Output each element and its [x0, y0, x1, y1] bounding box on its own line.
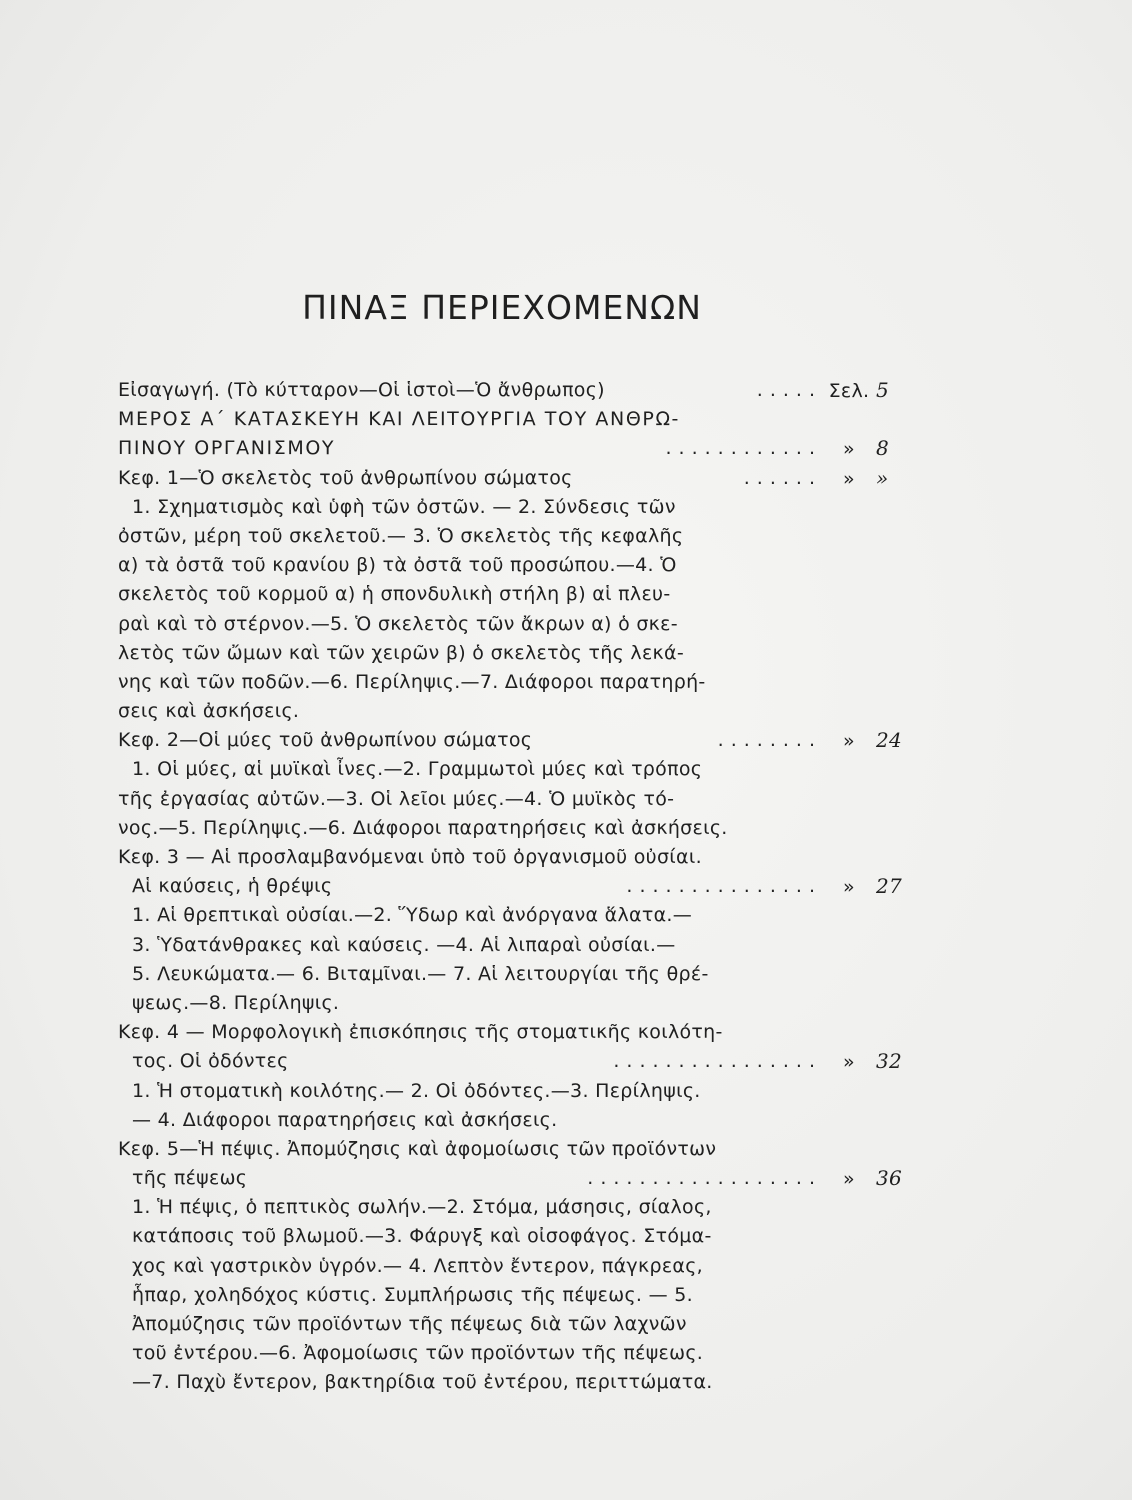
toc-chapter-5-sections: [118, 1193, 908, 1222]
toc-line-text: σεις καὶ ἀσκήσεις.: [118, 700, 300, 723]
toc-chapter-1-sections: [118, 668, 908, 697]
toc-line-text: Αἱ καύσεις, ἡ θρέψις: [132, 875, 333, 898]
toc-chapter-1-sections: [118, 610, 908, 639]
toc-chapter-3: [118, 843, 908, 872]
toc-chapter-1-sections: [118, 522, 908, 551]
dot-leader: ............: [665, 437, 822, 460]
ditto-mark: »: [843, 1168, 855, 1191]
toc-line-text: ὀστῶν, μέρη τοῦ σκελετοῦ.— 3. Ὁ σκελετὸς τῆς κεφαλῆς: [118, 524, 684, 547]
toc-line-text: 1. Ἡ στοματικὴ κοιλότης.— 2. Οἱ ὀδόντες.—3. Περίληψις.: [132, 1079, 701, 1102]
dot-leader: ................: [613, 1050, 822, 1073]
toc-chapter-1-sections: [118, 697, 908, 726]
toc-line-text: τοῦ ἐντέρου.—6. Ἀφομοίωσις τῶν προϊόντων τῆς πέψεως.: [132, 1342, 704, 1365]
toc-chapter-2-sections: [118, 814, 908, 843]
toc-line-text: 1. Ἡ πέψις, ὁ πεπτικὸς σωλήν.—2. Στόμα, μάσησις, σίαλος,: [132, 1196, 712, 1219]
page-ref: [822, 434, 908, 463]
toc-line-text: Κεφ. 4 — Μορφολογικὴ ἐπισκόπησις τῆς στοματικῆς κοιλότη-: [118, 1021, 723, 1044]
dot-leader: ..................: [587, 1167, 822, 1190]
toc-line-text: τῆς ἐργασίας αὐτῶν.—3. Οἱ λεῖοι μύες.—4. Ὁ μυϊκὸς τό-: [118, 787, 675, 810]
ditto-mark: »: [843, 467, 855, 490]
toc-line-text: νος.—5. Περίληψις.—6. Διάφοροι παρατηρήσεις καὶ ἀσκήσεις.: [118, 816, 728, 839]
toc-chapter-3-sections: [118, 931, 908, 960]
toc-line-text: τος. Οἱ ὀδόντες: [132, 1050, 289, 1073]
ditto-mark: »: [843, 876, 855, 899]
toc-line-text: α) τὰ ὀστᾶ τοῦ κρανίου β) τὰ ὀστᾶ τοῦ προσώπου.—4. Ὁ: [118, 554, 677, 577]
dot-leader: ........: [717, 729, 822, 752]
toc-chapter-5-sections: [118, 1368, 908, 1397]
toc-chapter-1: [118, 464, 908, 493]
toc-line-text: 3. Ὑδατάνθρακες καὶ καύσεις. —4. Αἱ λιπαραὶ οὐσίαι.—: [132, 933, 676, 956]
toc-entry-introduction: [118, 376, 908, 405]
toc-chapter-1-sections: [118, 551, 908, 580]
toc-chapter-5-sections: [118, 1310, 908, 1339]
toc-line-text: νης καὶ τῶν ποδῶν.—6. Περίληψις.—7. Διάφοροι παρατηρή-: [118, 670, 706, 693]
page-ref: [822, 1047, 908, 1076]
table-of-contents: [118, 376, 908, 1398]
page-label: Σελ.: [828, 380, 870, 402]
toc-chapter-5: [118, 1135, 908, 1164]
toc-line-text: Εἰσαγωγή. (Τὸ κύτταρον—Οἱ ἱστοὶ—Ὁ ἄνθρωπος): [118, 379, 605, 401]
page-ref: [822, 376, 908, 405]
toc-chapter-2: [118, 726, 908, 755]
page-ref: [822, 464, 908, 493]
toc-chapter-4-cont: [118, 1047, 908, 1076]
toc-line-text: 1. Οἱ μύες, αἱ μυϊκαὶ ἶνες.—2. Γραμμωτοὶ μύες καὶ τρόπος: [132, 758, 703, 781]
toc-part-a-heading-cont: [118, 434, 908, 463]
toc-line-text: Ἀπομύζησις τῶν προϊόντων τῆς πέψεως διὰ τῶν λαχνῶν: [132, 1313, 687, 1335]
dot-leader: ......: [743, 466, 822, 489]
toc-chapter-3-sections: [118, 901, 908, 930]
toc-chapter-5-sections: [118, 1222, 908, 1251]
page-ref: [822, 726, 908, 755]
ditto-mark: »: [843, 730, 855, 753]
toc-line-text: σκελετὸς τοῦ κορμοῦ α) ἡ σπονδυλικὴ στήλη β) αἱ πλευ-: [118, 583, 671, 606]
page-number: 8: [876, 436, 890, 461]
toc-line-text: τῆς πέψεως: [132, 1167, 248, 1190]
page-number: 27: [876, 874, 903, 899]
ditto-mark: »: [843, 1051, 855, 1074]
toc-line-text: λετὸς τῶν ὤμων καὶ τῶν χειρῶν β) ὁ σκελετὸς τῆς λεκά-: [118, 641, 685, 664]
toc-chapter-5-sections: [118, 1339, 908, 1368]
dot-leader: ...............: [626, 875, 822, 898]
toc-line-text: —7. Παχὺ ἔντερον, βακτηρίδια τοῦ ἐντέρου, περιττώματα.: [132, 1371, 713, 1394]
toc-chapter-4-sections: [118, 1077, 908, 1106]
toc-line-text: χος καὶ γαστρικὸν ὑγρόν.— 4. Λεπτὸν ἔντερον, πάγκρεας,: [132, 1254, 704, 1277]
toc-chapter-1-sections: [118, 580, 908, 609]
toc-chapter-4: [118, 1018, 908, 1047]
toc-chapter-5-sections: [118, 1281, 908, 1310]
toc-chapter-5-cont: [118, 1164, 908, 1193]
toc-line-text: ΠΙΝΟΥ ΟΡΓΑΝΙΣΜΟΥ: [118, 437, 336, 460]
toc-chapter-3-cont: [118, 872, 908, 901]
ditto-mark: »: [843, 438, 855, 461]
toc-chapter-4-sections: [118, 1106, 908, 1135]
toc-chapter-1-sections: [118, 639, 908, 668]
page-title: ΠΙΝΑΞ ΠΕΡΙΕΧΟΜΕΝΩΝ: [302, 288, 702, 327]
toc-chapter-3-sections: [118, 989, 908, 1018]
toc-line-text: 5. Λευκώματα.— 6. Βιταμῖναι.— 7. Αἱ λειτουργίαι τῆς θρέ-: [132, 962, 709, 985]
toc-line-text: Κεφ. 5—Ἡ πέψις. Ἀπομύζησις καὶ ἀφομοίωσις τῶν προϊόντων: [118, 1137, 717, 1160]
toc-chapter-3-sections: [118, 960, 908, 989]
toc-line-text: 1. Σχηματισμὸς καὶ ὑφὴ τῶν ὀστῶν. — 2. Σύνδεσις τῶν: [132, 495, 676, 518]
toc-line-text: ΜΕΡΟΣ Α΄ ΚΑΤΑΣΚΕΥΗ ΚΑΙ ΛΕΙΤΟΥΡΓΙΑ ΤΟΥ ΑΝΘΡΩ-: [118, 408, 681, 431]
page-number: 32: [876, 1049, 903, 1074]
toc-chapter-1-sections: [118, 493, 908, 522]
toc-line-text: Κεφ. 2—Οἱ μύες τοῦ ἀνθρωπίνου σώματος: [118, 729, 533, 752]
page-number: 24: [876, 728, 903, 753]
toc-line-text: Κεφ. 1—Ὁ σκελετὸς τοῦ ἀνθρωπίνου σώματος: [118, 466, 573, 489]
toc-line-text: ραὶ καὶ τὸ στέρνον.—5. Ὁ σκελετὸς τῶν ἄκρων α) ὁ σκε-: [118, 612, 678, 635]
toc-chapter-5-sections: [118, 1252, 908, 1281]
toc-part-a-heading: [118, 405, 908, 434]
page-number: 5: [876, 378, 890, 402]
toc-line-text: κατάποσις τοῦ βλωμοῦ.—3. Φάρυγξ καὶ οἰσοφάγος. Στόμα-: [132, 1225, 712, 1248]
dot-leader: .....: [756, 379, 822, 401]
toc-line-text: ψεως.—8. Περίληψις.: [132, 991, 340, 1014]
page-number: »: [876, 465, 889, 490]
toc-line-text: Κεφ. 3 — Αἱ προσλαμβανόμεναι ὑπὸ τοῦ ὀργανισμοῦ οὐσίαι.: [118, 846, 702, 868]
toc-line-text: — 4. Διάφοροι παρατηρήσεις καὶ ἀσκήσεις.: [132, 1108, 558, 1131]
toc-line-text: 1. Αἱ θρεπτικαὶ οὐσίαι.—2. Ὕδωρ καὶ ἀνόργανα ἅλατα.—: [132, 904, 693, 927]
page-ref: [822, 1164, 908, 1193]
page-ref: [822, 872, 908, 901]
page-number: 36: [876, 1166, 903, 1191]
toc-chapter-2-sections: [118, 755, 908, 784]
toc-line-text: ἧπαρ, χοληδόχος κύστις. Συμπλήρωσις τῆς πέψεως. — 5.: [132, 1283, 693, 1306]
toc-chapter-2-sections: [118, 785, 908, 814]
